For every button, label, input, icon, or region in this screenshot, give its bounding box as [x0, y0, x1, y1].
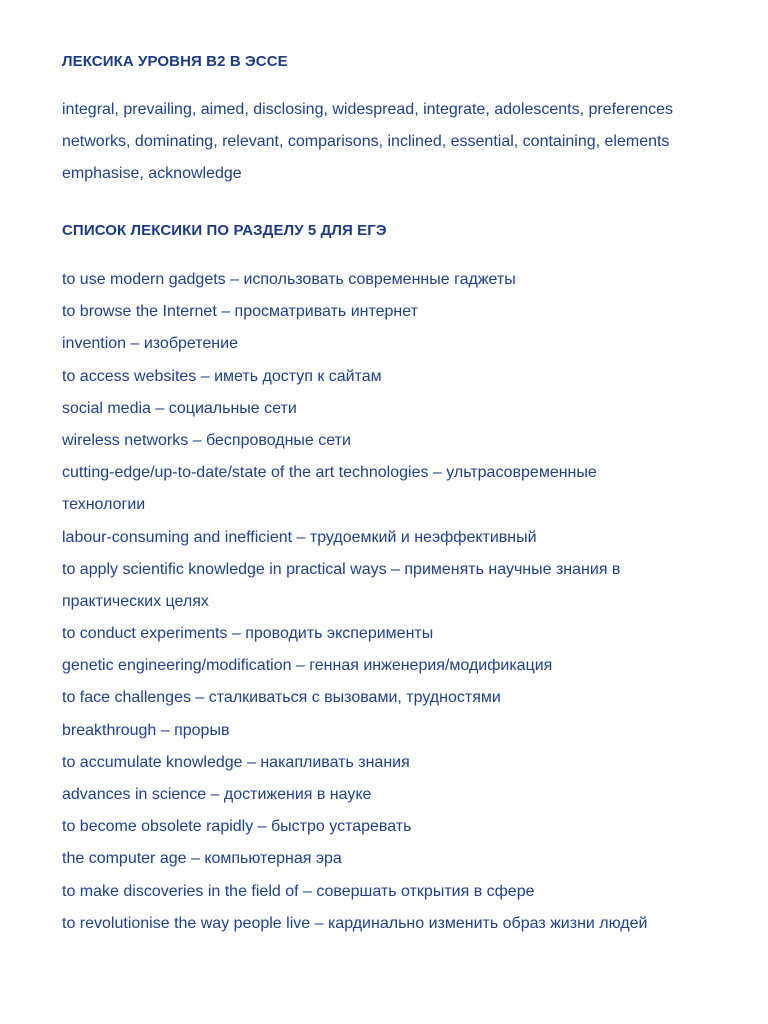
vocab-line: to conduct experiments – проводить эксперименты	[62, 625, 434, 643]
vocab-line: to make discoveries in the field of – совершать открытия в сфере	[62, 882, 535, 900]
vocab-line: invention – изобретение	[62, 335, 238, 353]
word-line: emphasise, acknowledge	[62, 165, 242, 183]
vocab-line: to browse the Internet – просматривать интернет	[62, 303, 418, 321]
vocab-line: the computer age – компьютерная эра	[62, 850, 342, 868]
vocab-line: to accumulate knowledge – накапливать знания	[62, 753, 410, 771]
vocab-line: genetic engineering/modification – генная инженерия/модификация	[62, 657, 553, 675]
vocab-line: labour-consuming and inefficient – трудоемкий и неэффективный	[62, 528, 537, 546]
vocab-line: to face challenges – сталкиваться с вызовами, трудностями	[62, 689, 501, 707]
vocab-line: to become obsolete rapidly – быстро устаревать	[62, 818, 412, 836]
vocab-line: to apply scientific knowledge in practical ways – применять научные знания в	[62, 560, 621, 578]
vocab-line: практических целях	[62, 592, 209, 610]
section-heading-b2-vocabulary: ЛЕКСИКА УРОВНЯ В2 В ЭССЕ	[62, 53, 288, 70]
vocab-line: to access websites – иметь доступ к сайтам	[62, 367, 382, 385]
vocab-line: to use modern gadgets – использовать современные гаджеты	[62, 271, 516, 288]
vocab-line: breakthrough – прорыв	[62, 721, 230, 739]
vocab-line: social media – социальные сети	[62, 399, 297, 417]
vocab-line: cutting-edge/up-to-date/state of the art technologies – ультрасовременные	[62, 464, 597, 482]
unit5-vocabulary-list	[62, 264, 647, 940]
vocab-line: advances in science – достижения в науке	[62, 786, 372, 803]
b2-word-list	[62, 94, 673, 191]
word-line: integral, prevailing, aimed, disclosing, widespread, integrate, adolescents, preferences	[62, 101, 674, 118]
vocab-line: технологии	[62, 496, 146, 514]
vocab-line: to revolutionise the way people live – кардинально изменить образ жизни людей	[62, 914, 648, 932]
section-heading-unit5-vocabulary: СПИСОК ЛЕКСИКИ ПО РАЗДЕЛУ 5 ДЛЯ ЕГЭ	[62, 222, 387, 239]
vocab-line: wireless networks – беспроводные сети	[62, 431, 351, 449]
word-line: networks, dominating, relevant, comparisons, inclined, essential, containing, elements	[62, 133, 670, 151]
